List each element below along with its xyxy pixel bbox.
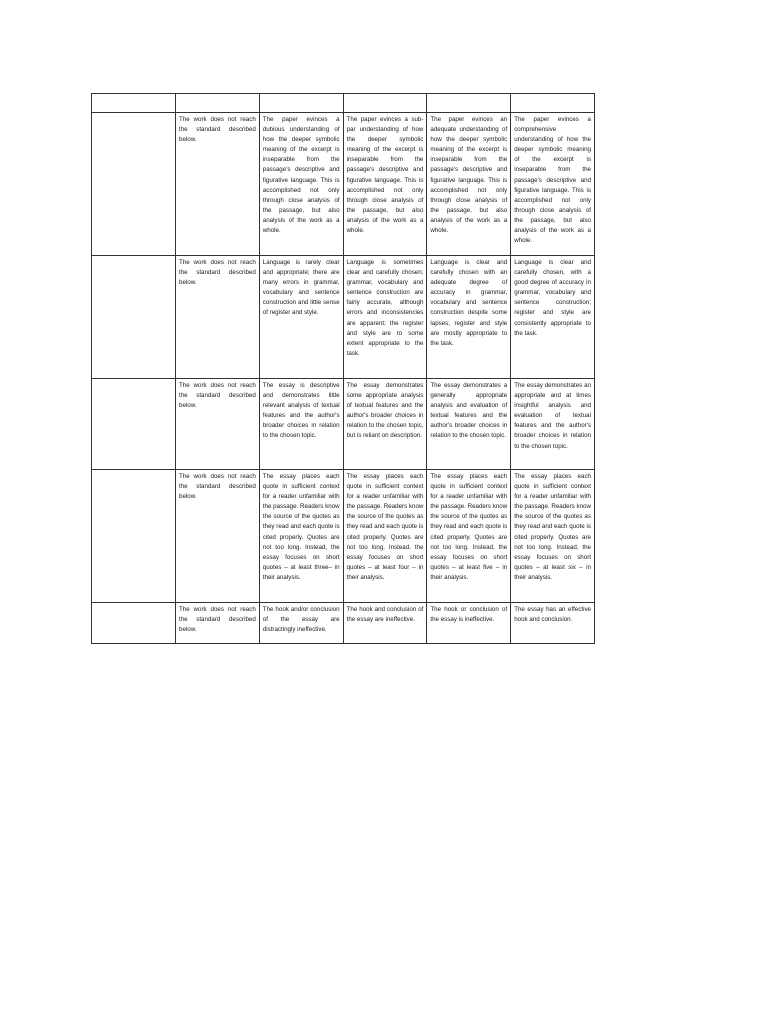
- descriptor-cell: The essay demonstrates some appropriate analysis of textual features and the author's broader choices in relation to the chosen topic, but is reliant on description.: [343, 379, 427, 470]
- header-cell-level-4: [511, 94, 595, 113]
- descriptor-cell: The essay places each quote in sufficient context for a reader unfamiliar with the passage. Readers know the source of the quotes as they read and each quote is cited properly. Quotes are not too long. Instead, the essay focuses on short quotes – at least four – in their analysis.: [343, 470, 427, 603]
- descriptor-cell: The hook and conclusion of the essay are ineffective.: [343, 603, 427, 644]
- descriptor-cell: The essay places each quote in sufficient context for a reader unfamiliar with the passage. Readers know the source of the quotes as they read and each quote is cited properly. Quotes are not too long. Instead, the essay focuses on short quotes – at least five – in their analysis.: [427, 470, 511, 603]
- descriptor-cell: The work does not reach the standard described below.: [176, 113, 260, 256]
- descriptor-cell: The essay is descriptive and demonstrates little relevant analysis of textual features and the author's broader choices in relation to the chosen topic.: [259, 379, 343, 470]
- descriptor-cell: The essay demonstrates a generally appropriate analysis and evaluation of textual features and the author's broader choices in relation to the chosen topic.: [427, 379, 511, 470]
- descriptor-cell: The work does not reach the standard described below.: [176, 470, 260, 603]
- header-cell-level-1: [259, 94, 343, 113]
- criterion-cell: [92, 470, 176, 603]
- rubric-row-language: [92, 256, 595, 379]
- descriptor-cell: Language is clear and carefully chosen with an adequate degree of accuracy in grammar, vocabulary and sentence construction despite some lapses; register and style are mostly appropriate to the task.: [427, 256, 511, 379]
- descriptor-cell: The hook or conclusion of the essay is ineffective.: [427, 603, 511, 644]
- rubric-row-hook-conclusion: [92, 603, 595, 644]
- rubric-header-row: [92, 94, 595, 113]
- rubric-row-analysis: [92, 379, 595, 470]
- descriptor-cell: The paper evinces a comprehensive understanding of how the deeper symbolic meaning of the excerpt is inseparable from the passage's descriptive and figurative language. This is accomplished not only through close analysis of the passage, but also analysis of the work as a whole.: [511, 113, 595, 256]
- criterion-cell: [92, 113, 176, 256]
- descriptor-cell: The paper evinces a dubious understanding of how the deeper symbolic meaning of the excerpt is inseparable from the passage's descriptive and figurative language. This is accomplished not only through close analysis of the passage, but also analysis of the work as a whole.: [259, 113, 343, 256]
- descriptor-cell: The paper evinces a sub-par understanding of how the deeper symbolic meaning of the excerpt is inseparable from the passage's descriptive and figurative language. This is accomplished not only through close analysis of the passage, but also analysis of the work as a whole.: [343, 113, 427, 256]
- descriptor-cell: The work does not reach the standard described below.: [176, 256, 260, 379]
- descriptor-cell: The work does not reach the standard described below.: [176, 379, 260, 470]
- header-cell-level-3: [427, 94, 511, 113]
- criterion-cell: [92, 603, 176, 644]
- descriptor-cell: Language is clear and carefully chosen, with a good degree of accuracy in grammar, vocabulary and sentence construction; register and style are consistently appropriate to the task.: [511, 256, 595, 379]
- descriptor-cell: The paper evinces an adequate understanding of how the deeper symbolic meaning of the excerpt is inseparable from the passage's descriptive and figurative language. This is accomplished not only through close analysis of the passage, but also analysis of the work as a whole.: [427, 113, 511, 256]
- descriptor-cell: The work does not reach the standard described below.: [176, 603, 260, 644]
- descriptor-cell: Language is sometimes clear and carefully chosen; grammar, vocabulary and sentence construction are fairly accurate, although errors and inconsistencies are apparent; the register and style are to some extent appropriate to the task.: [343, 256, 427, 379]
- descriptor-cell: Language is rarely clear and appropriate; there are many errors in grammar, vocabulary and sentence construction and little sense of register and style.: [259, 256, 343, 379]
- rubric-table: [91, 93, 595, 644]
- header-cell-criterion: [92, 94, 176, 113]
- descriptor-cell: The essay places each quote in sufficient context for a reader unfamiliar with the passage. Readers know the source of the quotes as they read and each quote is cited properly. Quotes are not too long. Instead, the essay focuses on short quotes – at least three– in their analysis.: [259, 470, 343, 603]
- header-cell-level-0: [176, 94, 260, 113]
- header-cell-level-2: [343, 94, 427, 113]
- criterion-cell: [92, 256, 176, 379]
- rubric-row-quotes: [92, 470, 595, 603]
- descriptor-cell: The essay places each quote in sufficient context for a reader unfamiliar with the passage. Readers know the source of the quotes as they read and each quote is cited properly. Quotes are not too long. Instead, the essay focuses on short quotes – at least six – in their analysis.: [511, 470, 595, 603]
- rubric-row-understanding: [92, 113, 595, 256]
- descriptor-cell: The essay demonstrates an appropriate and at times insightful analysis and evaluation of textual features and the author's broader choices in relation to the chosen topic.: [511, 379, 595, 470]
- descriptor-cell: The essay has an effective hook and conclusion.: [511, 603, 595, 644]
- descriptor-cell: The hook and/or conclusion of the essay are distractingly ineffective.: [259, 603, 343, 644]
- criterion-cell: [92, 379, 176, 470]
